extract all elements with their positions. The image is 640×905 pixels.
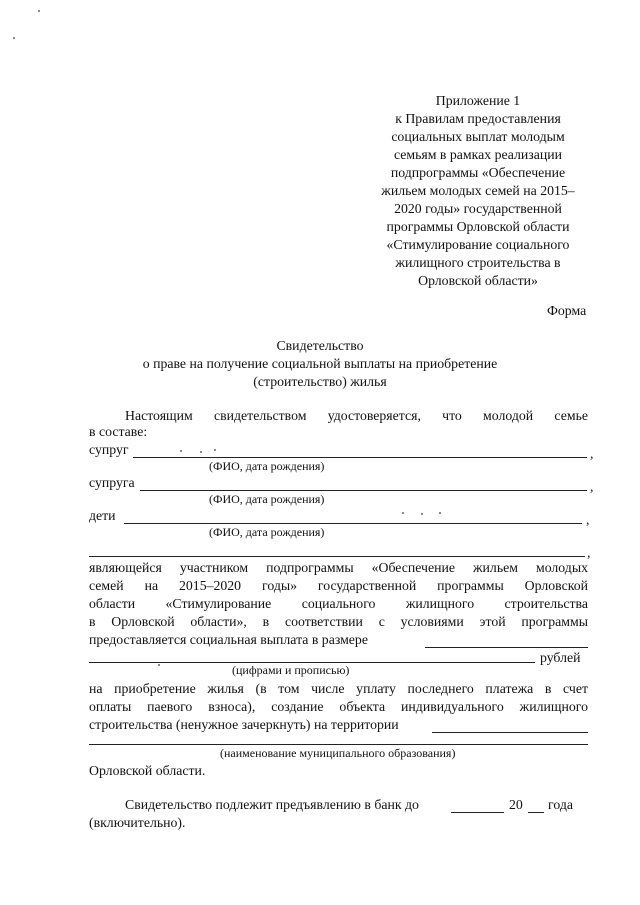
validity-text: Свидетельство подлежит предъявлению в банк до (125, 797, 419, 812)
wife-field[interactable] (140, 490, 587, 491)
appendix-line: к Правилам предоставления (395, 111, 561, 126)
purpose-text-last: строительства (ненужное зачеркнуть) на территории (89, 717, 399, 732)
document-subtitle-line2: (строительство) жилья (253, 374, 387, 389)
document-title: Свидетельство (276, 338, 364, 353)
validity-text-cont: (включительно). (89, 815, 186, 830)
wife-label: супруга (89, 475, 135, 490)
husband-caption: (ФИО, дата рождения) (209, 459, 325, 473)
participant-text: семей на 2015–2020 годы» государственной программы Орловской (89, 578, 588, 593)
scan-speck (38, 10, 40, 12)
comma: , (590, 479, 594, 494)
wife-caption: (ФИО, дата рождения) (209, 492, 325, 506)
comma: , (587, 545, 591, 560)
purpose-text: оплаты паевого взноса), создание объекта индивидуального жилищного (89, 699, 588, 714)
appendix-line: Приложение 1 (435, 93, 521, 108)
appendix-line: 2020 годы» государственной (394, 201, 562, 216)
rubles-label: рублей (540, 650, 581, 665)
scan-speck (158, 664, 160, 666)
appendix-line: жилищного строительства в (395, 255, 561, 270)
municipality-caption: (наименование муниципального образования) (220, 746, 456, 760)
children-field[interactable] (124, 523, 582, 524)
comma: , (590, 446, 594, 461)
scan-speck (200, 451, 202, 453)
provided-text: предоставляется социальная выплата в размере (89, 632, 368, 647)
participant-text: области «Стимулирование социального жилищного строительства (89, 596, 588, 611)
document-subtitle-line1: о праве на получение социальной выплаты на приобретение (142, 356, 498, 371)
validity-year-field[interactable] (528, 812, 544, 813)
form-label: Форма (547, 303, 587, 318)
territory-field[interactable] (432, 732, 588, 733)
validity-year: 20 (509, 797, 523, 812)
appendix-line: программы Орловской области (386, 219, 570, 234)
appendix-line: подпрограммы «Обеспечение (390, 165, 566, 180)
appendix-line: жильем молодых семей на 2015– (381, 183, 575, 198)
intro-text: Настоящим свидетельством удостоверяется, что молодой семье (125, 408, 588, 423)
appendix-line: Орловской области» (418, 273, 538, 288)
appendix-line: «Стимулирование социального (386, 237, 570, 252)
children-caption: (ФИО, дата рождения) (209, 525, 325, 539)
scan-speck (421, 513, 423, 515)
children-label: дети (89, 508, 116, 523)
children-field-extra[interactable] (89, 556, 585, 557)
amount-caption: (цифрами и прописью) (232, 663, 350, 677)
scan-speck (180, 450, 182, 452)
appendix-line: социальных выплат молодым (391, 129, 565, 144)
husband-field[interactable] (133, 457, 587, 458)
scan-speck (13, 37, 15, 39)
validity-suffix: года (548, 797, 573, 812)
validity-date-field[interactable] (451, 812, 504, 813)
amount-field[interactable] (425, 647, 588, 648)
region-text: Орловской области. (89, 763, 206, 778)
husband-label: супруг (89, 442, 129, 457)
scan-speck (439, 512, 441, 514)
municipality-field[interactable] (89, 744, 588, 745)
scan-speck (214, 449, 216, 451)
comma: , (586, 512, 590, 527)
appendix-line: семьям в рамках реализации (393, 147, 563, 162)
participant-text: являющейся участником подпрограммы «Обеспечение жильем молодых (89, 560, 588, 575)
purpose-text: на приобретение жилья (в том числе уплату последнего платежа в счет (89, 681, 588, 696)
intro-text-cont: в составе: (89, 424, 148, 439)
scan-speck (402, 512, 404, 514)
participant-text: в Орловской области», в соответствии с условиями этой программы (89, 614, 588, 629)
